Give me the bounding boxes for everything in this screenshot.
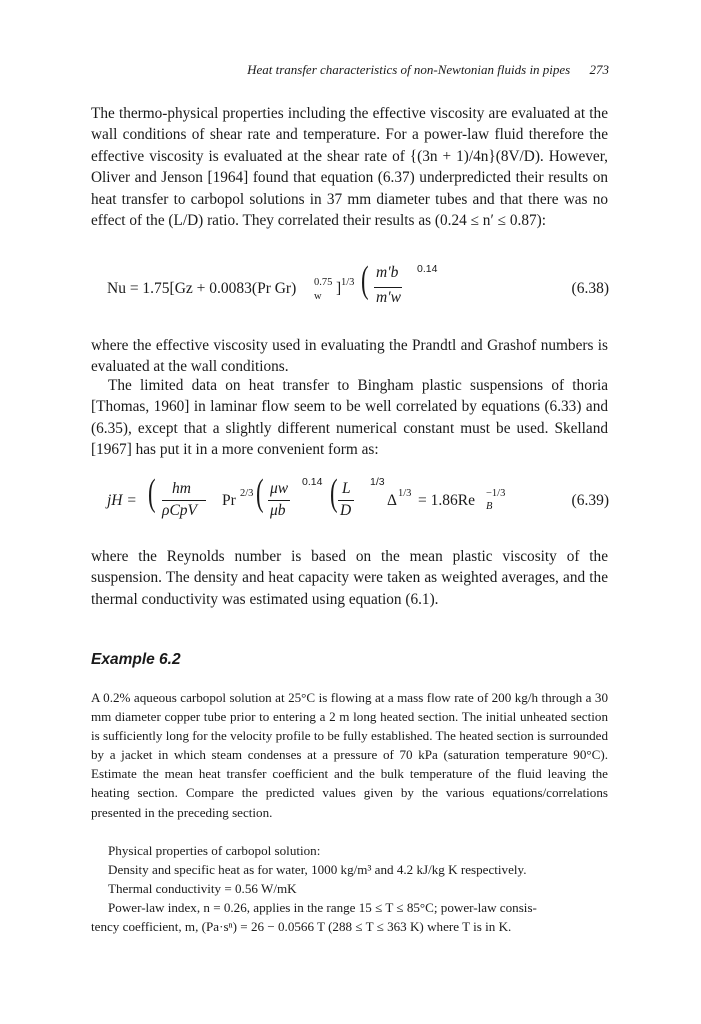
example-problem-text: A 0.2% aqueous carbopol solution at 25°C is flowing at a mass flow rate of 200 kg/h through a 30 mm diameter copper tube prior to entering a 2 m long heated section. The initial unheated section is sufficiently long for the velocity profile to be fully established. The heated section is surrounded by a jacket in which steam condenses at a pressure of 70 kPa (saturation temperature 90°C). Estimate the mean heat transfer coefficient and the bulk temperature of the fluid leaving the heating section. Compare the predicted values given by the various equations/correlations presented in the preceding section.	[91, 690, 608, 820]
eq638-sub-w: w	[314, 291, 322, 302]
eq638-close: ]	[336, 280, 342, 297]
eq639-fraction-bar-1	[162, 500, 206, 501]
eq638-exp-13: 1/3	[341, 277, 355, 288]
example-powerlaw-line-2: tency coefficient, m, (Pa·sⁿ) = 26 − 0.0566 T (288 ≤ T ≤ 363 K) where T is in K.	[91, 919, 512, 934]
eq638-paren: (	[361, 259, 369, 301]
example-heading: Example 6.2	[91, 651, 181, 668]
eq639-number: (6.39)	[571, 492, 609, 509]
example-density-line: Density and specific heat as for water, 1000 kg/m³ and 4.2 kJ/kg K respectively.	[108, 862, 527, 877]
running-head	[247, 62, 609, 78]
eq638-num: m′b	[376, 264, 399, 281]
eq639-fraction-bar-2	[268, 500, 290, 501]
eq639-L: L	[342, 480, 351, 497]
eq639-exp-m13: −1/3	[486, 488, 506, 499]
example-props-heading: Physical properties of carbopol solution:	[108, 843, 321, 858]
eq639-mub: μb	[270, 502, 286, 519]
paragraph-wall-conditions: where the effective viscosity used in evaluating the Prandtl and Grashof numbers is evaluated at the wall conditions.	[91, 337, 608, 376]
eq639-rhocpv: ρCpV	[162, 502, 197, 519]
eq639-exp-13: 1/3	[370, 476, 385, 488]
eq639-exp-23: 2/3	[240, 488, 254, 499]
eq639-exp-014: 0.14	[302, 476, 323, 488]
eq639-hm: hm	[172, 480, 191, 497]
equation-6-38	[0, 255, 701, 325]
eq639-rhs: = 1.86Re	[418, 492, 475, 509]
running-title: Heat transfer characteristics of non-Newtonian fluids in pipes	[247, 62, 571, 77]
eq639-paren-1: (	[148, 472, 156, 514]
eq639-muw: μw	[270, 480, 289, 497]
paragraph-reynolds: where the Reynolds number is based on the mean plastic viscosity of the suspension. The density and heat capacity were taken as weighted averages, and the thermal conductivity was estimated using equation (6.1).	[91, 548, 608, 608]
eq639-jh: jH =	[107, 492, 137, 509]
equation-6-39	[0, 470, 701, 540]
eq639-fraction-bar-3	[338, 500, 354, 501]
eq638-den: m′w	[376, 289, 401, 306]
eq638-fraction-bar	[374, 287, 402, 288]
eq639-delta: Δ	[387, 492, 397, 509]
eq639-pr: Pr	[222, 492, 236, 509]
example-conductivity-line: Thermal conductivity = 0.56 W/mK	[108, 881, 297, 896]
eq639-paren-2: (	[256, 472, 264, 514]
eq639-exp-13b: 1/3	[398, 488, 412, 499]
page-number: 273	[589, 62, 609, 77]
eq639-sub-b: B	[486, 501, 493, 512]
eq638-number: (6.38)	[571, 280, 609, 297]
eq638-lhs: Nu = 1.75[Gz + 0.0083(Pr Gr)	[107, 280, 297, 297]
eq639-paren-3: (	[330, 472, 338, 514]
eq638-exp-075: 0.75	[314, 277, 333, 288]
paragraph-bingham: The limited data on heat transfer to Bingham plastic suspensions of thoria [Thomas, 1960] in laminar flow seem to be well correlated by equations (6.33) and (6.35), except that a slightly different numerical constant must be used. Skelland [1967] has put it in a more convenient form as:	[91, 377, 608, 459]
eq638-exp-014: 0.14	[417, 263, 438, 275]
paragraph-viscosity: The thermo-physical properties including the effective viscosity are evaluated at the wall conditions of shear rate and temperature. For a power-law fluid therefore the effective viscosity is evaluated at the shear rate of {(3n + 1)/4n}(8V/D). However, Oliver and Jenson [1964] found that equation (6.37) underpredicted their results on heat transfer to carbopol solutions in 37 mm diameter tubes and that there was no effect of the (L/D) ratio. They correlated their results as (0.24 ≤ n′ ≤ 0.87):	[91, 105, 608, 230]
example-powerlaw-line-1: Power-law index, n = 0.26, applies in the range 15 ≤ T ≤ 85°C; power-law consis-	[108, 900, 537, 915]
eq639-D: D	[340, 502, 352, 519]
